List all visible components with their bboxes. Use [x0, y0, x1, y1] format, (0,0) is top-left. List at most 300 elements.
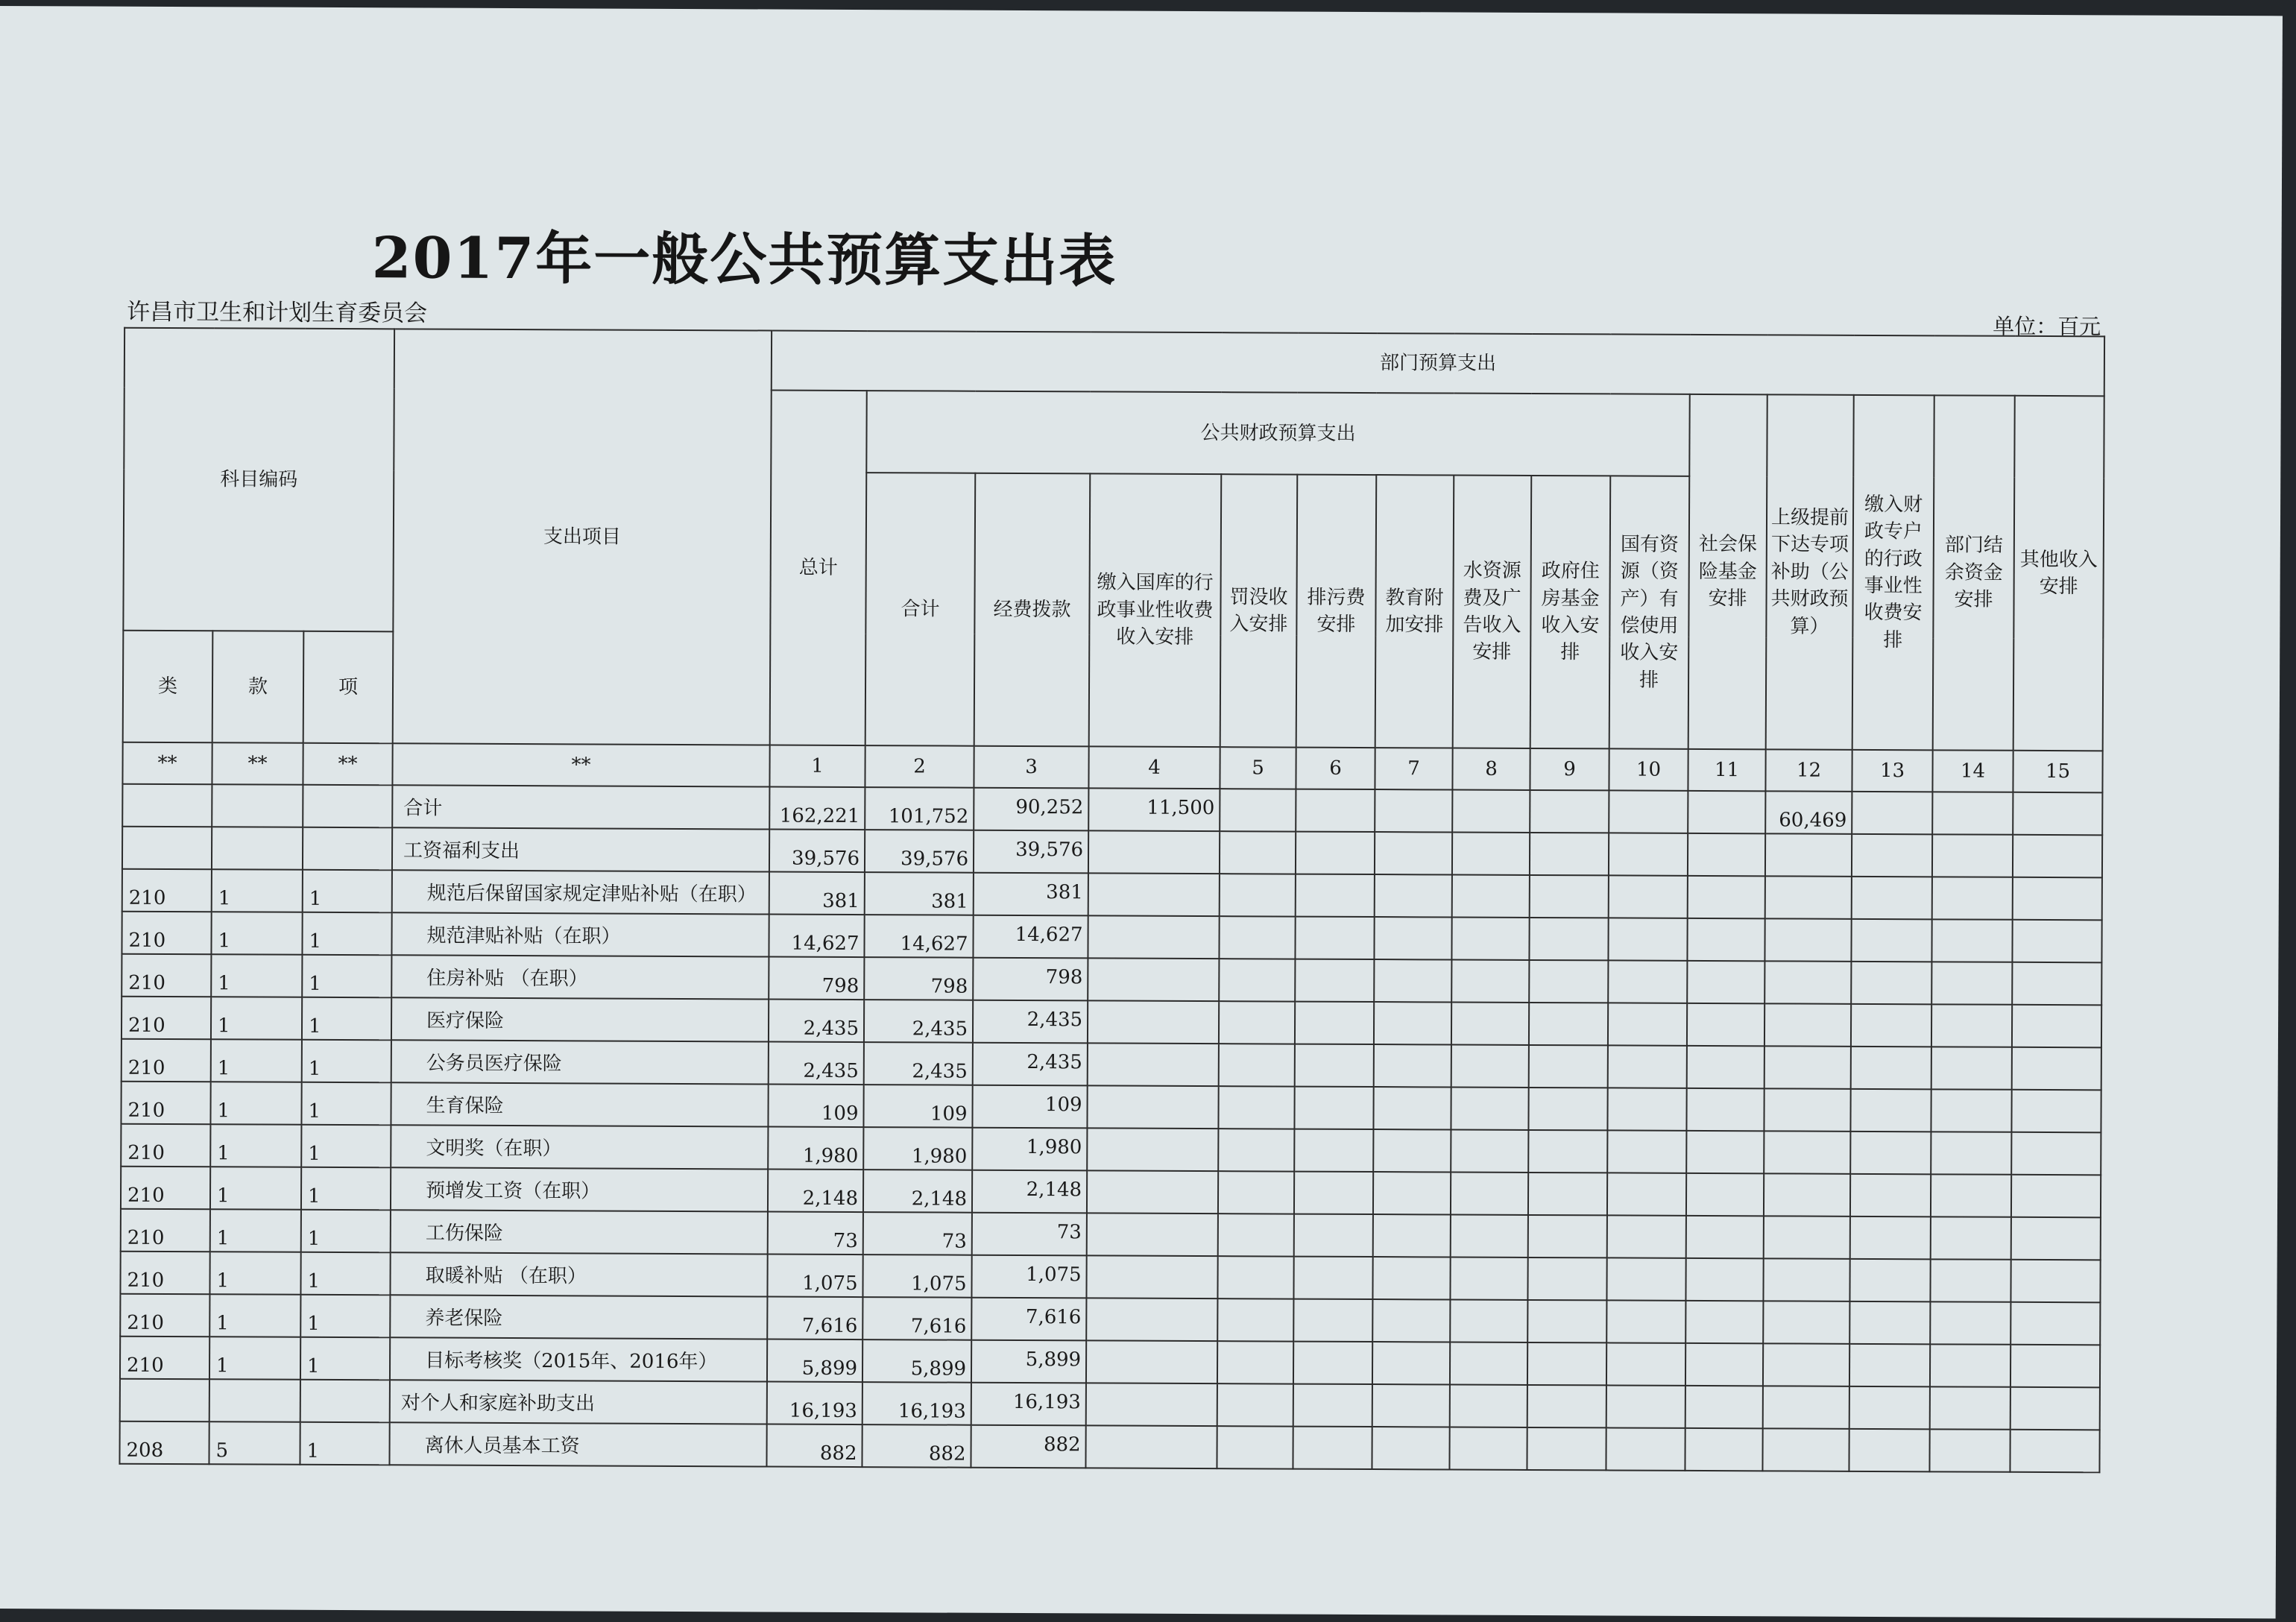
lei-cell [122, 827, 212, 870]
expense-item-cell: 公务员医疗保险 [391, 1040, 769, 1084]
empty-cell [1220, 874, 1296, 916]
empty-cell [1608, 918, 1687, 960]
empty-cell [1451, 918, 1529, 960]
empty-cell [1849, 1301, 1930, 1344]
col-number: 11 [1688, 749, 1765, 791]
fee-income-cell [1088, 873, 1220, 916]
empty-cell [1296, 874, 1375, 917]
col-number: 5 [1220, 747, 1296, 789]
subtotal-cell: 2,435 [864, 1000, 973, 1043]
empty-cell [2011, 1090, 2101, 1133]
lei-header: 类 [123, 631, 213, 743]
appropriation-cell: 882 [971, 1425, 1085, 1468]
lei-cell: 210 [121, 1124, 210, 1167]
empty-cell [1528, 1130, 1607, 1173]
empty-cell [1607, 1088, 1686, 1130]
col-number: 6 [1296, 748, 1375, 789]
empty-cell [1294, 1214, 1373, 1257]
empty-cell [1609, 833, 1688, 875]
total-cell: 798 [769, 957, 864, 1000]
empty-cell [1529, 918, 1608, 960]
total-cell: 16,193 [767, 1382, 862, 1425]
expense-item-cell: 规范津贴补贴（在职） [391, 912, 769, 956]
empty-cell [1451, 1003, 1529, 1045]
empty-cell [1931, 1004, 2012, 1047]
empty-cell [2012, 1005, 2101, 1048]
empty-cell [1374, 1002, 1451, 1044]
fee-income-cell [1088, 1043, 1219, 1086]
expense-item-cell: 生育保险 [391, 1082, 768, 1126]
empty-cell [1293, 1257, 1372, 1299]
lei-cell: 210 [122, 869, 212, 912]
col7-header: 教育附加安排 [1375, 475, 1454, 748]
col-number: 9 [1530, 748, 1609, 790]
empty-cell [1685, 1386, 1763, 1428]
empty-cell [1530, 833, 1609, 875]
empty-cell [1852, 877, 1932, 919]
col14-header: 部门结余资金安排 [1933, 395, 2015, 750]
empty-cell [1932, 877, 2013, 919]
col-number: 2 [865, 745, 974, 788]
total-cell: 5,899 [767, 1339, 862, 1383]
empty-cell [1607, 1130, 1686, 1173]
fee-income-cell [1085, 1425, 1217, 1468]
empty-cell [1851, 962, 1931, 1004]
xiang-cell: 1 [301, 1125, 391, 1168]
col12-header: 上级提前下达专项补助（公共财政预算） [1766, 394, 1854, 750]
empty-cell [1217, 1298, 1293, 1341]
fee-income-cell [1087, 1213, 1218, 1256]
empty-cell [1293, 1384, 1372, 1427]
kuan-cell: 1 [211, 1039, 302, 1082]
empty-cell [2010, 1302, 2100, 1345]
xiang-cell: 1 [300, 1252, 390, 1296]
xiang-cell: 1 [300, 1422, 389, 1465]
empty-cell [1931, 919, 2012, 962]
xiang-cell [300, 1380, 390, 1423]
appropriation-cell: 381 [974, 873, 1088, 916]
fee-income-cell [1086, 1340, 1217, 1383]
expense-item-cell: 规范后保留国家规定津贴补贴（在职） [392, 870, 769, 914]
empty-cell [1372, 1342, 1450, 1384]
empty-cell [1527, 1385, 1606, 1427]
total-cell: 2,435 [769, 1000, 864, 1043]
special-subsidy-cell [1764, 961, 1851, 1004]
kuan-cell: 1 [212, 869, 303, 912]
col9-header: 政府住房基金收入安排 [1530, 476, 1611, 748]
kuan-cell: 1 [210, 1167, 301, 1210]
appropriation-cell: 2,148 [972, 1170, 1087, 1214]
empty-cell [1685, 1343, 1763, 1386]
expense-item-cell: 合计 [392, 785, 769, 829]
subtotal-cell: 16,193 [862, 1382, 971, 1425]
lei-cell: 208 [119, 1421, 209, 1465]
expense-item-cell: 住房补贴 （在职） [391, 955, 769, 999]
empty-cell [1930, 1386, 2010, 1429]
empty-cell [1609, 875, 1688, 918]
empty-cell [1931, 1216, 2011, 1259]
empty-cell [1530, 790, 1609, 833]
appropriation-cell: 5,899 [971, 1340, 1086, 1383]
total-cell: 882 [766, 1424, 862, 1468]
subtotal-cell: 7,616 [862, 1297, 971, 1340]
col-number: 1 [769, 745, 865, 788]
lei-cell: 210 [122, 954, 211, 997]
expense-item-header: 支出项目 [393, 329, 772, 745]
empty-cell [1451, 960, 1529, 1003]
empty-cell [1217, 1341, 1293, 1383]
fee-income-cell [1088, 958, 1219, 1001]
total-cell: 7,616 [767, 1297, 862, 1340]
appropriation-cell: 39,576 [974, 830, 1088, 874]
fee-income-cell [1086, 1255, 1217, 1298]
empty-cell [1451, 1173, 1528, 1215]
lei-cell: 210 [121, 1167, 210, 1210]
empty-cell [1372, 1384, 1450, 1427]
fee-income-cell [1086, 1383, 1217, 1426]
xiang-cell: 1 [301, 1210, 391, 1253]
total-cell: 73 [768, 1212, 863, 1255]
subtotal-cell: 14,627 [864, 915, 973, 958]
empty-cell [1373, 1172, 1451, 1214]
special-subsidy-cell [1764, 1088, 1850, 1132]
total-cell: 1,980 [768, 1127, 863, 1170]
empty-cell [1372, 1427, 1449, 1469]
kuan-cell: 5 [209, 1421, 300, 1465]
empty-cell [1450, 1257, 1527, 1300]
special-subsidy-cell [1765, 876, 1852, 919]
col-number: 12 [1765, 749, 1852, 792]
empty-cell [1688, 833, 1765, 876]
col4-header: 缴入国库的行政事业性收费收入安排 [1089, 473, 1222, 747]
empty-cell [1930, 1301, 2010, 1344]
expense-item-cell: 养老保险 [390, 1295, 767, 1339]
fee-income-cell: 11,500 [1088, 788, 1220, 831]
empty-cell [1931, 962, 2012, 1004]
appropriation-cell: 798 [973, 958, 1088, 1001]
empty-cell [1218, 1129, 1294, 1171]
col-number: 14 [1932, 750, 2013, 792]
lei-cell: 210 [121, 1082, 210, 1125]
kuan-cell: 1 [211, 997, 302, 1040]
unit-label: 单位：百元 [1993, 313, 2101, 340]
col-number: 15 [2013, 751, 2102, 793]
empty-cell [1850, 1174, 1931, 1216]
subtotal-cell: 101,752 [865, 787, 974, 830]
empty-cell [1851, 1004, 1931, 1047]
empty-cell [1608, 1045, 1687, 1088]
empty-cell [1606, 1342, 1685, 1385]
special-subsidy-cell [1762, 1428, 1849, 1471]
empty-cell [1373, 1087, 1451, 1129]
kuan-header: 款 [212, 631, 304, 743]
empty-cell [1219, 959, 1295, 1001]
empty-cell [1449, 1427, 1527, 1470]
appropriation-cell: 73 [972, 1213, 1087, 1256]
empty-cell [1295, 917, 1374, 959]
xiang-cell: 1 [300, 1295, 390, 1338]
appropriation-cell: 1,075 [971, 1255, 1086, 1298]
empty-cell [1851, 1047, 1931, 1089]
empty-cell [1527, 1342, 1606, 1385]
kuan-cell [212, 784, 303, 827]
empty-cell [1850, 1132, 1931, 1174]
empty-cell [1295, 959, 1374, 1002]
special-subsidy-cell [1763, 1343, 1849, 1386]
lei-cell: 210 [122, 1039, 211, 1082]
lei-cell: 210 [121, 1209, 210, 1252]
stars-lei: ** [122, 742, 212, 785]
empty-cell [1607, 1173, 1686, 1215]
dept-budget-header: 部门预算支出 [772, 331, 2104, 397]
special-subsidy-cell [1764, 1173, 1850, 1216]
empty-cell [1452, 790, 1530, 833]
empty-cell [1374, 959, 1451, 1002]
col15-header: 其他收入安排 [2013, 396, 2104, 751]
empty-cell [1932, 834, 2013, 877]
xiang-header: 项 [303, 631, 394, 744]
empty-cell [1685, 1428, 1762, 1471]
empty-cell [1218, 1086, 1294, 1129]
empty-cell [1527, 1300, 1606, 1342]
kuan-cell: 1 [211, 912, 302, 955]
xiang-cell: 1 [302, 912, 391, 956]
empty-cell [1529, 960, 1608, 1003]
empty-cell [1686, 1173, 1764, 1216]
special-subsidy-cell [1764, 918, 1851, 962]
empty-cell [1849, 1344, 1930, 1386]
kuan-cell [212, 827, 303, 870]
empty-cell [1929, 1429, 2010, 1471]
empty-cell [2010, 1345, 2100, 1388]
empty-cell [1220, 831, 1296, 874]
stars-item: ** [392, 743, 769, 786]
empty-cell [1606, 1385, 1685, 1427]
empty-cell [1294, 1129, 1373, 1172]
empty-cell [1688, 876, 1765, 918]
col8-header: 水资源费及广告收入安排 [1453, 476, 1532, 748]
col6-header: 排污费安排 [1296, 475, 1377, 748]
expense-item-cell: 文明奖（在职） [391, 1125, 768, 1169]
empty-cell [2011, 1175, 2101, 1218]
empty-cell [1374, 917, 1451, 959]
total-cell: 1,075 [767, 1255, 862, 1298]
fee-income-cell [1086, 1298, 1217, 1341]
fee-income-cell [1087, 1170, 1218, 1214]
xiang-cell [303, 827, 392, 871]
empty-cell [1219, 1001, 1295, 1044]
empty-cell [1219, 916, 1295, 959]
special-subsidy-cell: 60,469 [1765, 791, 1852, 834]
special-subsidy-cell [1763, 1386, 1849, 1429]
xiang-cell: 1 [302, 955, 391, 998]
empty-cell [1375, 789, 1452, 832]
empty-cell [1218, 1214, 1294, 1256]
appropriation-cell: 16,193 [971, 1383, 1086, 1426]
empty-cell [1527, 1427, 1606, 1470]
xiang-cell: 1 [301, 1082, 391, 1126]
empty-cell [2012, 920, 2101, 963]
empty-cell [1294, 1172, 1373, 1214]
empty-cell [1372, 1299, 1450, 1342]
empty-cell [1451, 1215, 1528, 1257]
empty-cell [1849, 1429, 1929, 1471]
empty-cell [1686, 1216, 1764, 1258]
empty-cell [1609, 790, 1688, 833]
fee-income-cell [1088, 830, 1220, 874]
empty-cell [1373, 1129, 1451, 1172]
empty-cell [1687, 918, 1764, 961]
empty-cell [1450, 1385, 1527, 1427]
special-subsidy-cell [1763, 1301, 1849, 1344]
lei-cell: 210 [120, 1294, 209, 1337]
lei-cell [120, 1379, 209, 1422]
subtotal-cell: 2,435 [864, 1042, 973, 1085]
empty-cell [1450, 1342, 1527, 1385]
special-subsidy-cell [1764, 1131, 1850, 1174]
empty-cell [2010, 1260, 2100, 1303]
empty-cell [1850, 1089, 1931, 1132]
empty-cell [1931, 1089, 2011, 1132]
empty-cell [1218, 1171, 1294, 1214]
kuan-cell: 1 [211, 954, 302, 997]
empty-cell [1375, 874, 1452, 917]
special-subsidy-cell [1765, 833, 1852, 877]
expense-item-cell: 目标考核奖（2015年、2016年） [390, 1337, 767, 1381]
empty-cell [1686, 1088, 1764, 1131]
subtotal-cell: 109 [863, 1085, 972, 1128]
empty-cell [2011, 1132, 2101, 1176]
empty-cell [1217, 1426, 1293, 1468]
subtotal-cell: 1,075 [862, 1255, 971, 1298]
empty-cell [1295, 1044, 1374, 1087]
empty-cell [1527, 1257, 1606, 1300]
subtotal-cell: 381 [865, 872, 974, 915]
empty-cell [2010, 1387, 2100, 1430]
empty-cell [1375, 832, 1452, 874]
subtotal-cell: 73 [863, 1212, 972, 1255]
empty-cell [1295, 1002, 1374, 1044]
empty-cell [1374, 1044, 1451, 1087]
kuan-cell [209, 1379, 300, 1422]
empty-cell [1606, 1427, 1685, 1470]
total-cell: 14,627 [769, 915, 864, 958]
col-number: 7 [1375, 748, 1452, 789]
public-fiscal-header: 公共财政预算支出 [866, 391, 1689, 476]
col3-header: 经费拨款 [974, 473, 1091, 747]
expense-item-cell: 取暖补贴 （在职） [390, 1252, 767, 1296]
empty-cell [1685, 1301, 1763, 1343]
appropriation-cell: 2,435 [973, 1000, 1088, 1044]
empty-cell [1930, 1344, 2010, 1386]
empty-cell [1220, 789, 1296, 831]
empty-cell [1450, 1300, 1527, 1342]
empty-cell [1849, 1386, 1930, 1429]
empty-cell [1931, 1047, 2012, 1089]
empty-cell [1451, 1130, 1528, 1173]
xiang-cell: 1 [302, 1040, 391, 1083]
kuan-cell: 1 [209, 1252, 300, 1295]
fee-income-cell [1088, 1000, 1219, 1044]
xiang-cell: 1 [302, 997, 391, 1041]
lei-cell: 210 [120, 1337, 209, 1380]
empty-cell [1685, 1258, 1763, 1301]
fee-income-cell [1087, 1085, 1218, 1129]
empty-cell [1219, 1044, 1295, 1086]
xiang-cell: 1 [303, 870, 392, 913]
empty-cell [1294, 1087, 1373, 1129]
empty-cell [1217, 1256, 1293, 1298]
col-number: 10 [1609, 748, 1688, 790]
empty-cell [1528, 1173, 1607, 1215]
empty-cell [2011, 1217, 2101, 1260]
empty-cell [1606, 1300, 1685, 1342]
empty-cell [1529, 1045, 1608, 1088]
empty-cell [2012, 1047, 2101, 1091]
total-cell: 162,221 [769, 787, 865, 830]
kuan-cell: 1 [209, 1337, 300, 1380]
xiang-cell [303, 785, 392, 828]
budget-table [119, 327, 2105, 1474]
lei-cell: 210 [122, 997, 211, 1040]
special-subsidy-cell [1763, 1258, 1849, 1301]
col11-header: 社会保险基金安排 [1688, 394, 1767, 749]
appropriation-cell: 14,627 [973, 915, 1088, 959]
empty-cell [1372, 1257, 1450, 1299]
empty-cell [1686, 1131, 1764, 1173]
fee-income-cell [1088, 915, 1219, 959]
col-number: 3 [974, 746, 1088, 789]
lei-cell: 210 [120, 1252, 209, 1295]
subtotal-cell: 5,899 [862, 1339, 971, 1383]
empty-cell [1293, 1342, 1372, 1384]
total-cell: 39,576 [769, 830, 865, 873]
col-number: 4 [1088, 746, 1220, 789]
kuan-cell: 1 [210, 1082, 301, 1125]
special-subsidy-cell [1764, 1216, 1850, 1259]
subtotal-cell: 1,980 [863, 1127, 972, 1170]
subtotal-cell: 2,148 [863, 1170, 972, 1213]
col-number: 13 [1852, 750, 1932, 792]
total-cell: 2,435 [769, 1042, 864, 1085]
total-cell: 381 [769, 872, 865, 915]
lei-cell: 210 [122, 912, 211, 955]
appropriation-cell: 109 [972, 1085, 1087, 1129]
expense-item-cell: 对个人和家庭补助支出 [390, 1380, 767, 1424]
col-number: 8 [1452, 748, 1530, 790]
empty-cell [1296, 789, 1375, 832]
empty-cell [1687, 1003, 1764, 1046]
empty-cell [1293, 1299, 1372, 1342]
empty-cell [1608, 1003, 1687, 1045]
table-row [119, 1421, 2099, 1473]
total-header: 总计 [770, 391, 867, 746]
empty-cell [1528, 1215, 1607, 1257]
empty-cell [1451, 1045, 1529, 1088]
empty-cell [1452, 875, 1530, 918]
empty-cell [2013, 835, 2102, 878]
empty-cell [1931, 1132, 2011, 1174]
organization-name: 许昌市卫生和计划生育委员会 [127, 298, 428, 327]
subject-code-header: 科目编码 [123, 328, 394, 632]
empty-cell [1687, 1046, 1764, 1088]
empty-cell [1608, 960, 1687, 1003]
empty-cell [2013, 792, 2102, 836]
total-cell: 109 [768, 1085, 863, 1128]
empty-cell [1293, 1427, 1372, 1469]
subtotal-cell: 39,576 [865, 830, 974, 873]
empty-cell [1529, 1003, 1608, 1045]
